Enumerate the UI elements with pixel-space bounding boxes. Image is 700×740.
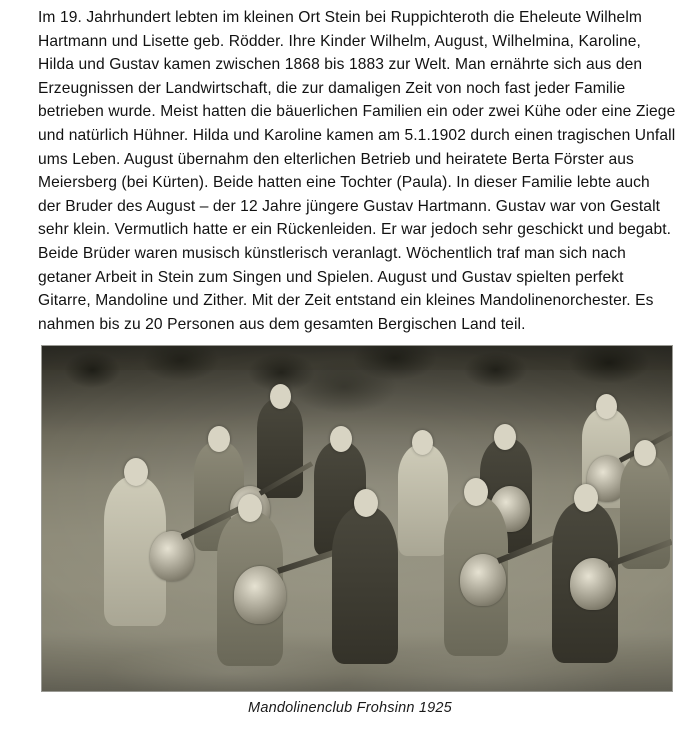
figure-head (596, 394, 617, 419)
paragraph-1-text: Im 19. Jahrhundert lebten im kleinen Ort Stein bei Ruppichteroth die Eheleute Wilhelm Hartmann und Lisette geb. Rödder. Ihre Kinder Wilhelm, August, Wilhelmina, Karoline, Hilda und Gustav kamen zwischen 1868 bis 1883 zur Welt. Man ernährte sich aus den Erzeugnissen der Landwirtschaft, die zur damaligen Zeit von noch fast jeder Familie betrieben wurde. Meist hatten die bäuerlichen Familien ein oder zwei Kühe oder eine Ziege und natürlich Hühner. Hilda und Karoline kamen am 5.1.1902 durch einen tragischen Unfall ums Leben. August übernahm den elterlichen Betrieb und heiratete Berta Förster aus Meiersberg (bei Kürten). Beide hatten eine Tochter (Paula). In dieser Familie lebte auch der Bruder des August – der 12 Jahre jüngere Gustav Hartmann. Gustav war von Gestalt sehr klein. Vermutlich hatte er ein Rückenleiden. Er war jedoch sehr geschickt und begabt. (38, 9, 676, 239)
paragraph-2 (38, 242, 676, 336)
figure-person (332, 506, 398, 664)
mandolin-instrument (234, 566, 286, 624)
group-photo (41, 345, 673, 692)
figure-head (464, 478, 488, 506)
figure-person (398, 444, 448, 556)
figure-head (208, 426, 230, 452)
paragraph-1 (38, 6, 676, 242)
figure-caption: Mandolinenclub Frohsinn 1925 (248, 700, 452, 716)
figure-head (238, 494, 262, 522)
figure-head (330, 426, 352, 452)
mandolin-instrument (150, 531, 194, 581)
figure-head (354, 489, 378, 517)
figure-head (270, 384, 291, 409)
figure-head (124, 458, 148, 486)
paragraph-2-text: Beide Brüder waren musisch künstlerisch veranlagt. Wöchentlich traf man sich nach getaner Arbeit in Stein zum Singen und Spielen. August und Gustav spielten perfekt Gitarre, Mandoline und Zither. Mit der Zeit entstand ein kleines Mandolinenorchester. Es nahmen bis zu 20 Personen aus dem gesamten Bergischen Land teil. (38, 245, 654, 333)
figure-head (412, 430, 433, 455)
figure-head (634, 440, 656, 466)
figure-head (494, 424, 516, 450)
figure-head (574, 484, 598, 512)
